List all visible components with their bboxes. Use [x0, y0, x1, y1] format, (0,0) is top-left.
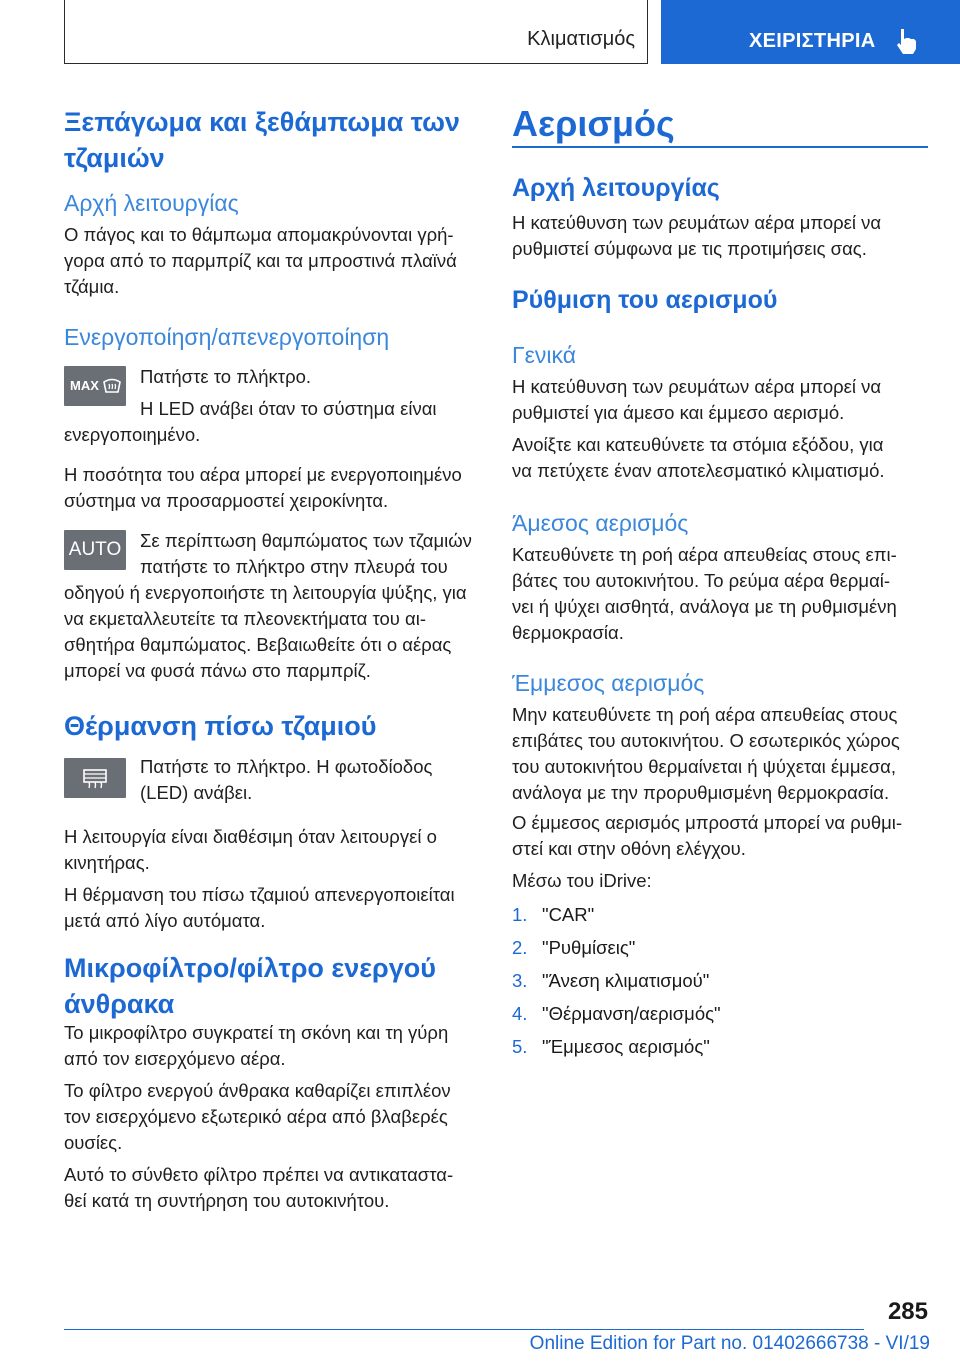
header-tab-label: ΧΕΙΡΙΣΤΗΡΙΑ: [749, 30, 876, 52]
filter-p2: Το φίλτρο ενεργού άνθρακα καθαρίζει επιπλέον τον εισερχόμενο εξωτερικό αέρα από βλαβερές ουσίες.: [64, 1080, 451, 1153]
filter-p1: Το μικροφίλτρο συγκρατεί τη σκόνη και τη γύρη από τον εισερχόμενο αέρα.: [64, 1022, 449, 1069]
auto-text: Σε περίπτωση θαμπώματος των τζαμιών πατήστε το πλήκτρο στην πλευρά του οδηγού ή ενεργοποιήστε τη λειτουργία ψύξης, για να εκμεταλλευτείτε τα πλεονεκτήματα του αι- σθητήρα θαμπώματος. Βεβαιωθείτε ότι ο αέρας μπορεί να φυσά πάνω στο παρμπρίζ.: [64, 530, 472, 681]
idrive-text: Μέσω του iDrive:: [512, 870, 652, 891]
right-op-title: Αρχή λειτουργίας: [512, 174, 720, 202]
footer-rule: [64, 1329, 864, 1330]
windshield-defrost-icon: [102, 376, 122, 396]
right-op-text: Η κατεύθυνση των ρευμάτων αέρα μπορεί να ρυθμιστεί σύμφωνα με τις προτιμήσεις σας.: [512, 212, 882, 259]
ventilation-rule: [512, 146, 928, 148]
direct-text: Κατευθύνετε τη ροή αέρα απευθείας στους επι- βάτες του αυτοκινήτου. Το ρεύμα αέρα θερμαί- νει ή ψύχει αισθητά, ανάλογα με τη ρυθμισμένη θερμοκρασία.: [512, 544, 897, 643]
idrive-steps-list: [512, 898, 721, 1063]
rear-defrost-icon: [82, 767, 108, 789]
direct-title: Άμεσος αερισμός: [512, 510, 689, 536]
footer-edition: Online Edition for Part no. 01402666738 - VI/19: [529, 1333, 930, 1354]
rear-text: Πατήστε το πλήκτρο. Η φωτοδίοδος (LED) ανάβει.: [140, 756, 433, 803]
auto-button-label: AUTO: [68, 539, 122, 560]
rear-p2: Η λειτουργία είναι διαθέσιμη όταν λειτουργεί ο κινητήρας.: [64, 826, 437, 873]
defog-title: Ξεπάγωμα και ξεθάμπωμα των τζαμιών: [64, 107, 460, 173]
filter-p3: Αυτό το σύνθετο φίλτρο πρέπει να αντικαταστα- θεί κατά τη συντήρηση του αυτοκινήτου.: [64, 1164, 454, 1211]
header-section-title: Κλιματισμός: [527, 28, 635, 50]
list-item: 2. "Ρυθμίσεις": [512, 937, 636, 958]
header-tab-controls[interactable]: [661, 0, 960, 64]
indirect-p2: Ο έμμεσος αερισμός μπροστά μπορεί να ρυθμι- στεί και στην οθόνη ελέγχου.: [512, 812, 903, 859]
rear-heat-title: Θέρμανση πίσω τζαμιού: [64, 711, 377, 741]
header-section-box: [64, 0, 648, 64]
page-number: 285: [887, 1298, 928, 1325]
rear-p3: Η θέρμανση του πίσω τζαμιού απενεργοποιείται μετά από λίγο αυτόματα.: [64, 884, 455, 931]
general-p1: Η κατεύθυνση των ρευμάτων αέρα μπορεί να ρυθμιστεί για άμεσο και έμμεσο αερισμό.: [512, 376, 882, 423]
rear-window-heat-button[interactable]: [64, 758, 126, 798]
activation-title: Ενεργοποίηση/απενεργοποίηση: [64, 324, 390, 350]
indirect-title: Έμμεσος αερισμός: [512, 670, 705, 696]
list-item: 5. "Έμμεσος αερισμός": [512, 1036, 710, 1057]
general-title: Γενικά: [512, 342, 577, 368]
pointing-hand-icon: [893, 27, 921, 55]
general-p2: Ανοίξτε και κατευθύνετε τα στόμια εξόδου, για να πετύχετε έναν αποτελεσματικό κλιματισμό.: [512, 434, 885, 481]
ventilation-title: Αερισμός: [512, 103, 675, 144]
list-item: 3. "Άνεση κλιματισμού": [512, 970, 710, 991]
filter-title: Μικροφίλτρο/φίλτρο ενεργού άνθρακα: [64, 953, 436, 1019]
left-op-text: Ο πάγος και το θάμπωμα απομακρύνονται γρή- γορα από το παρμπρίζ και τα μπροστινά πλαϊνά τζάμια.: [64, 224, 457, 297]
max-button-label: MAX: [70, 378, 99, 393]
max-text-2: Η LED ανάβει όταν το σύστημα είναι ενεργοποιημένο.: [64, 398, 437, 445]
list-item: 1. "CAR": [512, 904, 595, 925]
left-op-title: Αρχή λειτουργίας: [64, 190, 239, 216]
air-text: Η ποσότητα του αέρα μπορεί με ενεργοποιημένο σύστημα να προσαρμοστεί χειροκίνητα.: [64, 464, 462, 511]
max-text-1: Πατήστε το πλήκτρο.: [140, 366, 312, 387]
indirect-p1: Μην κατευθύνετε τη ροή αέρα απευθείας στους επιβάτες του αυτοκινήτου. Ο εσωτερικός χώρος του αυτοκινήτου θερμαίνεται ή ψύχεται έμμεσα, ανάλογα με την προρυθμισμένη θερμοκρασία.: [512, 704, 900, 803]
list-item: 4. "Θέρμανση/αερισμός": [512, 1003, 721, 1024]
adjust-title: Ρύθμιση του αερισμού: [512, 286, 778, 314]
